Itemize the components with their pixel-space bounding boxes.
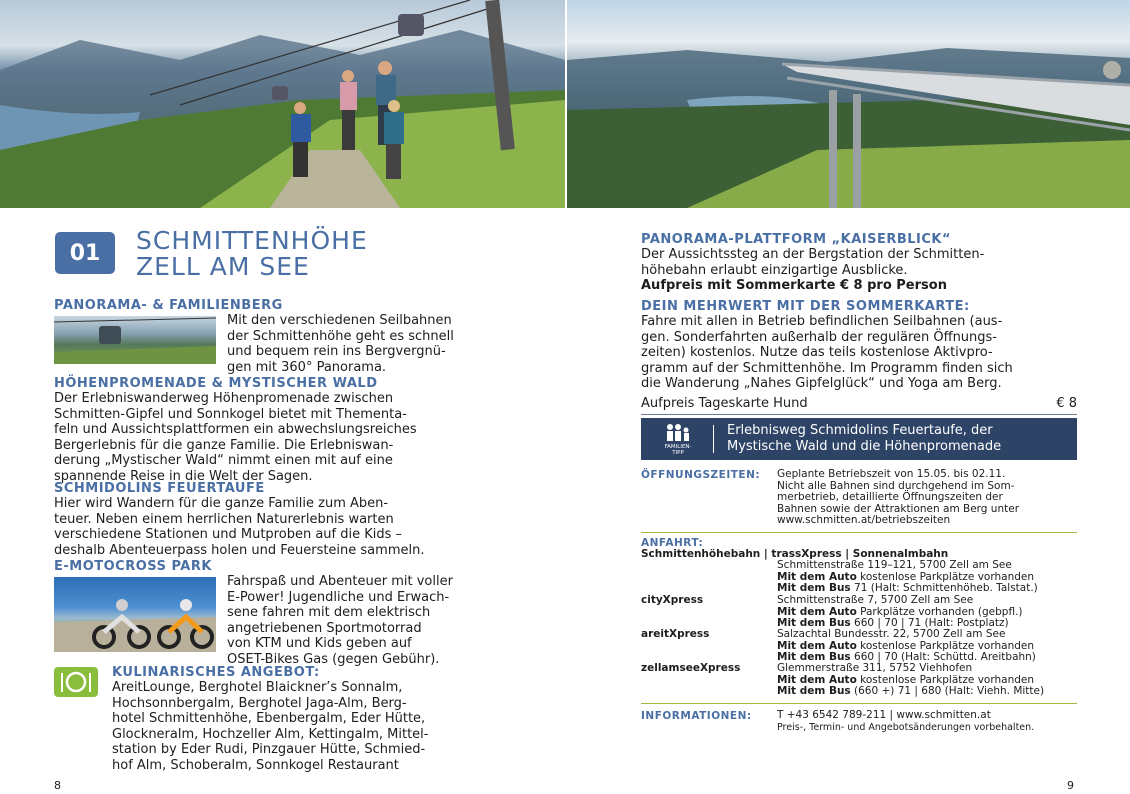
entry-name-wrap [641,629,709,641]
section-heading: HÖHENPROMENADE & MYSTISCHER WALD [54,376,378,391]
text-line: zeiten) kostenlos. Nutze das teils kostenlose Aktivpro- [641,345,993,360]
text-line: die Wanderung „Nahes Gipfelglück“ und Yoga am Berg. [641,376,1002,391]
entry-name: cityXpress [641,594,704,606]
kaiserblick-platform-photo [567,0,1130,208]
text-line: merbetrieb, detaillierte Öffnungszeiten der [777,491,1003,504]
bus-label: Mit dem Bus [777,582,851,595]
page-number-right: 9 [1067,779,1074,792]
badge-line-1: FAMILIEN- [664,444,692,450]
section-heading: SCHMIDOLINS FEUERTAUFE [54,481,265,496]
divider [641,703,1077,704]
address: Schmittenstraße 119–121, 5700 Zell am See [777,559,1012,571]
tipp-line: Mystische Wald und die Höhenpromenade [727,439,1002,454]
oeffnungszeiten-label: ÖFFNUNGSZEITEN: [641,469,761,481]
text-line: verschiedene Stationen und Mutproben auf die Kids – [54,527,403,542]
info-label-wrap [641,710,752,722]
text-line: E-Power! Jugendliche und Erwach- [227,589,450,605]
section-feuertaufe [54,481,424,558]
text-line: Schmitten-Gipfel und Sonnkogel bietet mit Thementa- [54,406,407,422]
motocross-illustration [54,577,216,652]
text-line: station by Eder Rudi, Pinzgauer Hütte, Schmied- [112,742,426,757]
text-line: Nicht alle Bahnen sind durchgehend im Som- [777,479,1015,492]
bus-label: Mit dem Bus [777,651,851,664]
bus-text: (660 +) 71 | 680 (Halt: Viehh. Mitte) [850,685,1045,698]
price-line: Aufpreis mit Sommerkarte € 8 pro Person [641,278,947,293]
text-line: von KTM und Kids geben auf [227,636,412,651]
kaiserblick-platform-illustration [567,0,1130,208]
info-text [777,710,1034,733]
divider [641,532,1077,533]
section-heading: KULINARISCHES ANGEBOT: [112,665,320,680]
text-line: AreitLounge, Berghotel Blaickner’s Sonnalm, [112,680,403,695]
bus-text: 660 | 70 (Halt: Schüttd. Areitbahn) [850,651,1036,664]
address: Salzachtal Bundesstr. 22, 5700 Zell am See [777,628,1006,640]
section-motocross-text [227,574,453,667]
dog-day-pass-row [641,396,1077,411]
title-line-1: SCHMITTENHÖHE [136,226,368,255]
text-line: gramm auf der Schmittenhöhe. Im Programm finden sich [641,360,1013,376]
entry-name-wrap [641,663,740,675]
text-line: spannende Reise in die Welt der Sagen. [54,468,313,484]
text-line: Fahrspaß und Abenteuer mit voller [227,574,453,589]
cutlery-plate-icon [54,667,98,697]
anfahrt-entry [777,629,1036,664]
divider [641,414,1077,415]
section-kulinarisch [112,665,428,773]
text-line: gen mit 360° Panorama. [227,359,387,375]
text-line: teuer. Neben einem herrlichen Naturerlebnis warten [54,511,394,527]
auto-label: Mit dem Auto [777,570,857,583]
family-hiking-illustration [0,0,565,208]
auto-text: kostenlose Parkplätze vorhanden [856,639,1035,652]
oeffnungszeiten-text [777,469,1019,527]
section-panorama-text [227,313,454,375]
text-line: sene fahren mit dem elektrisch [227,605,431,620]
auto-label: Mit dem Auto [777,673,857,686]
text-line: Geplante Betriebszeit von 15.05. bis 02.11. [777,468,1006,480]
anfahrt-header [641,537,948,561]
text-line: Glockneralm, Hochzeller Alm, Kettingalm, Mittel- [112,726,429,742]
cutlery-plate-glyph [54,667,98,697]
section-heading: E-MOTOCROSS PARK [54,559,212,574]
oeffnungszeiten-label-wrap [641,469,760,481]
text-line: hotel Schmittenhöhe, Ebenbergalm, Eder Hütte, [112,711,426,726]
text-line: Bahnen sowie der Attraktionen am Berg unter [777,502,1020,515]
text-line: feln und Aussichtsplattformen ein abwechslungsreiches [54,422,417,437]
section-panorama-heading-wrap [54,298,283,313]
text-line: Hier wird Wandern für die ganze Familie zum Aben- [54,496,389,511]
info-contact: T +43 6542 789-211 | www.schmitten.at [777,709,991,721]
section-kaiserblick [641,232,984,294]
address: Glemmerstraße 311, 5752 Viehhofen [777,662,973,674]
text-line: Hochsonnbergalm, Berghotel Jaga-Alm, Berg- [112,695,407,711]
title-line-2: ZELL AM SEE [136,252,310,281]
tipp-line: Erlebnisweg Schmidolins Feuertaufe, der [727,423,993,438]
auto-text: kostenlose Parkplätze vorhanden [856,570,1035,583]
section-motocross-heading-wrap [54,559,212,574]
dog-pass-label: Aufpreis Tageskarte Hund [641,396,808,411]
text-line: und bequem rein ins Bergvergnü- [227,344,446,359]
text-line: Der Erlebniswanderweg Höhenpromenade zwischen [54,391,394,406]
tipp-text [727,423,1001,455]
page-number-left: 8 [54,779,61,792]
anfahrt-entry [777,663,1044,698]
text-line: der Schmittenhöhe geht es schnell [227,328,454,344]
tipp-separator [713,425,714,453]
anfahrt-entry [777,595,1023,630]
entry-name: zellamseeXpress [641,662,741,674]
anfahrt-label: ANFAHRT: [641,537,704,549]
entry-name-wrap [641,595,703,607]
family-hiking-photo [0,0,565,208]
anfahrt-entry [777,560,1038,595]
text-line: hof Alm, Schoberalm, Sonnkogel Restaurant [112,757,399,773]
gondola-thumbnail [54,316,216,364]
family-glyph [651,422,705,456]
text-line: Mit den verschiedenen Seilbahnen [227,313,452,328]
section-hoehenpromenade [54,376,417,484]
text-line: derung „Mystischer Wald“ nimmt einen mit auf eine [54,453,393,468]
text-line: deshalb Abenteuerpass holen und Feuersteine sammeln. [54,542,425,558]
info-disclaimer: Preis-, Termin- und Angebotsänderungen vorbehalten. [777,721,1035,733]
bus-label: Mit dem Bus [777,685,851,698]
bus-text: 660 | 70 | 71 (Halt: Postplatz) [850,617,1009,630]
auto-text: kostenlose Parkplätze vorhanden [856,673,1035,686]
section-heading: PANORAMA-PLATTFORM „KAISERBLICK“ [641,232,952,247]
text-line: Bergerlebnis für die ganze Familie. Die Erlebniswan- [54,437,394,453]
text-line: Fahre mit allen in Betrieb befindlichen Seilbahnen (aus- [641,314,1003,329]
dog-pass-price: € 8 [1056,396,1077,411]
auto-text: Parkplätze vorhanden (gebpfl.) [856,605,1023,618]
address: Schmittenstraße 7, 5700 Zell am See [777,594,974,606]
gondola-illustration [54,316,216,364]
text-line: OSET-Bikes Gas (gegen Gebühr). [227,651,440,667]
info-label: INFORMATIONEN: [641,710,752,722]
familien-tipp-box [641,418,1077,460]
badge-line-2: TIPP [672,450,684,456]
section-mehrwert [641,299,1013,392]
section-heading: PANORAMA- & FAMILIENBERG [54,298,283,313]
motocross-thumbnail [54,577,216,652]
text-line: Der Aussichtssteg an der Bergstation der Schmitten- [641,247,985,262]
bus-label: Mit dem Bus [777,617,851,630]
bus-text: 71 (Halt: Schmittenhöheb. Talstat.) [850,582,1038,595]
text-line: gen. Sonderfahrten außerhalb der regulären Öffnungs- [641,329,998,345]
chapter-number-badge: 01 [55,232,115,274]
auto-label: Mit dem Auto [777,639,857,652]
anfahrt-group-title: Schmittenhöhebahn | trassXpress | Sonnenalmbahn [641,548,949,560]
text-line: www.schmitten.at/betriebszeiten [777,514,951,527]
auto-label: Mit dem Auto [777,605,857,618]
page-title [136,228,368,280]
text-line: angetriebenen Sportmotorrad [227,620,422,636]
text-line: höhebahn erlaubt einzigartige Ausblicke. [641,262,908,278]
section-heading: DEIN MEHRWERT MIT DER SOMMERKARTE: [641,299,970,314]
family-icon [651,422,705,456]
entry-name: areitXpress [641,628,710,640]
